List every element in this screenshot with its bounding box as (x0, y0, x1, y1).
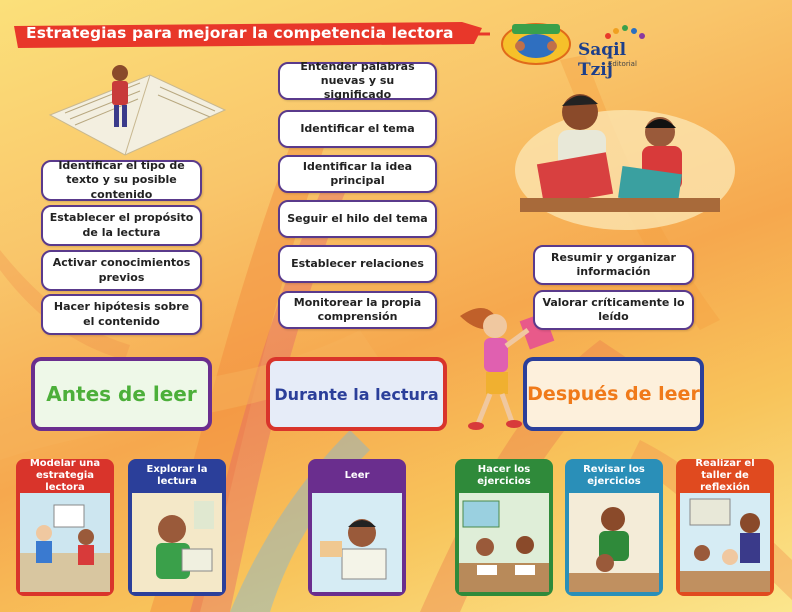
saqil-tzij-logo (578, 22, 658, 80)
during-item-monitor: Monitorear la propia comprensión (278, 291, 437, 329)
phase-during-label: Durante la lectura (274, 384, 439, 404)
readers-illustration (510, 80, 740, 230)
title-banner (12, 20, 482, 48)
classroom-illustration (20, 493, 110, 592)
classroom-illustration (459, 493, 549, 592)
page-title: Estrategias para mejorar la competencia lectora (26, 24, 454, 42)
after-item-evaluate: Valorar críticamente lo leído (533, 290, 694, 330)
phase-during-box (266, 357, 447, 431)
during-item-thread: Seguir el hilo del tema (278, 200, 437, 238)
classroom-illustration (569, 493, 659, 592)
classroom-illustration (132, 493, 222, 592)
phase-before-box (31, 357, 212, 431)
during-item-relations: Establecer relaciones (278, 245, 437, 283)
step-card-title: Realizar el taller de reflexión (695, 459, 755, 493)
step-card-read (308, 459, 406, 596)
during-item-new-words: Entender palabras nuevas y su significado (278, 62, 437, 100)
step-card-title: Hacer los ejercicios (477, 464, 531, 487)
phase-after-label: Después de leer (527, 383, 700, 405)
phase-after-box (523, 357, 704, 431)
before-item-purpose: Establecer el propósito de la lectura (41, 205, 202, 246)
boy-on-book-illustration (40, 55, 230, 165)
step-card-title: Explorar la lectura (146, 464, 208, 487)
step-card-title: Revisar los ejercicios (583, 464, 645, 487)
after-item-summarize: Resumir y organizar información (533, 245, 694, 285)
step-card-review (565, 459, 663, 596)
classroom-illustration (312, 493, 402, 592)
during-item-main-idea: Identificar la idea principal (278, 155, 437, 193)
step-card-title: Leer (344, 470, 370, 481)
before-item-text-type: Identificar el tipo de texto y su posible contenido (41, 160, 202, 201)
classroom-illustration (680, 493, 770, 592)
step-card-model (16, 459, 114, 596)
phase-before-label: Antes de leer (46, 382, 197, 406)
brand-subtitle: Editorial (608, 60, 637, 68)
before-item-hypotheses: Hacer hipótesis sobre el contenido (41, 294, 202, 335)
program-badge-logo (498, 18, 574, 66)
step-card-title: Modelar una estrategia lectora (29, 459, 101, 493)
brand-name: Saqil Tzij (578, 40, 627, 80)
step-card-explore (128, 459, 226, 596)
during-item-topic: Identificar el tema (278, 110, 437, 148)
step-card-reflection (676, 459, 774, 596)
before-item-prior-knowledge: Activar conocimientos previos (41, 250, 202, 291)
step-card-exercises (455, 459, 553, 596)
